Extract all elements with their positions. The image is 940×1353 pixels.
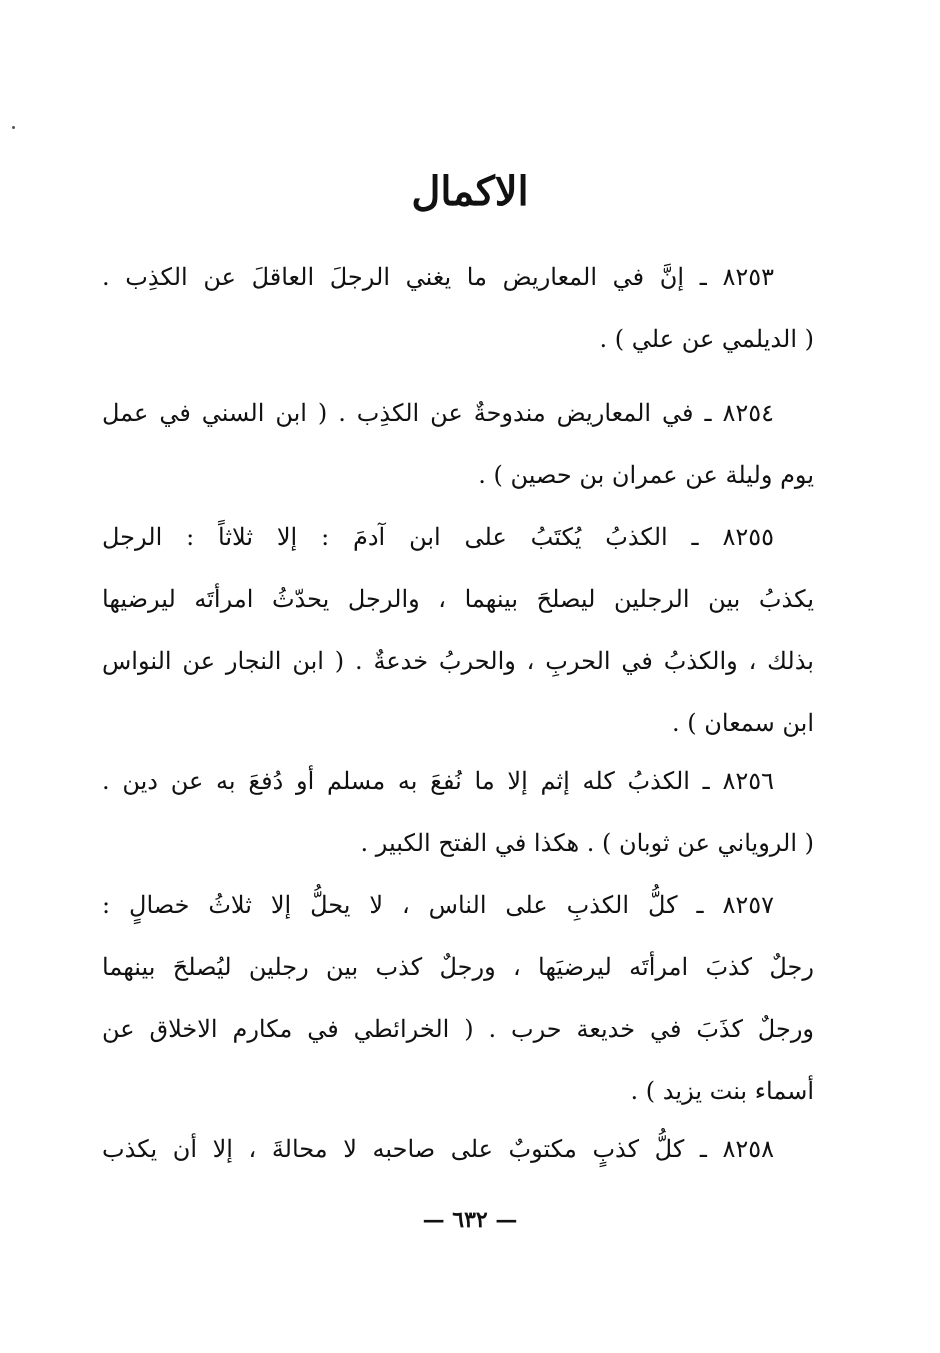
text-line: ( الروياني عن ثوبان ) . هكذا في الفتح الكبير . [360,829,814,857]
hadith-text-block [102,1118,814,1180]
speck-mark [12,126,15,129]
text-line: يكذبُ بين الرجلين ليصلحَ بينهما ، والرجل يحدّثُ امرأتَه ليرضيها [102,585,814,613]
text-line: بذلك ، والكذبُ في الحربِ ، والحربُ خدعةٌ . ( ابن النجار عن النواس [102,647,814,675]
text-line: ٨٢٥٥ ـ الكذبُ يُكتَبُ على ابن آدمَ : إلا ثلاثاً : الرجل [102,523,774,551]
text-line: ٨٢٥٦ ـ الكذبُ كله إثم إلا ما نُفعَ به مسلم أو دُفعَ به عن دين . [102,767,775,795]
page-number: — ٦٣٢ — [422,1207,518,1233]
hadith-text-block [102,382,814,506]
text-line: ٨٢٥٣ ـ إنَّ في المعاريض ما يغني الرجلَ العاقلَ عن الكذِب . [102,263,774,291]
text-line: يوم وليلة عن عمران بن حصين ) . [478,461,814,489]
hadith-text-block [102,750,814,874]
text-line: ( الديلمي عن علي ) . [599,325,814,353]
hadith-text-block [102,874,814,1122]
text-line: ابن سمعان ) . [672,709,814,737]
text-line: ٨٢٥٨ ـ كلُّ كذبٍ مكتوبٌ على صاحبه لا محالةَ ، إلا أن يكذب [102,1135,774,1163]
text-line: ٨٢٥٤ ـ في المعاريض مندوحةٌ عن الكذِب . ( ابن السني في عمل [102,399,774,427]
text-line: ورجلٌ كذَبَ في خديعة حرب . ( الخرائطي في مكارم الاخلاق عن [102,1015,814,1043]
text-line: رجلٌ كذبَ امرأتَه ليرضيَها ، ورجلٌ كذب بين رجلين ليُصلحَ بينهما [102,953,814,981]
text-line: ٨٢٥٧ ـ كلُّ الكذبِ على الناس ، لا يحلُّ إلا ثلاثُ خصالٍ : [102,891,774,919]
hadith-text-block [102,506,814,754]
page-title: الاكمال [411,168,529,215]
text-line: أسماء بنت يزيد ) . [630,1077,814,1105]
hadith-text-block [102,246,814,370]
